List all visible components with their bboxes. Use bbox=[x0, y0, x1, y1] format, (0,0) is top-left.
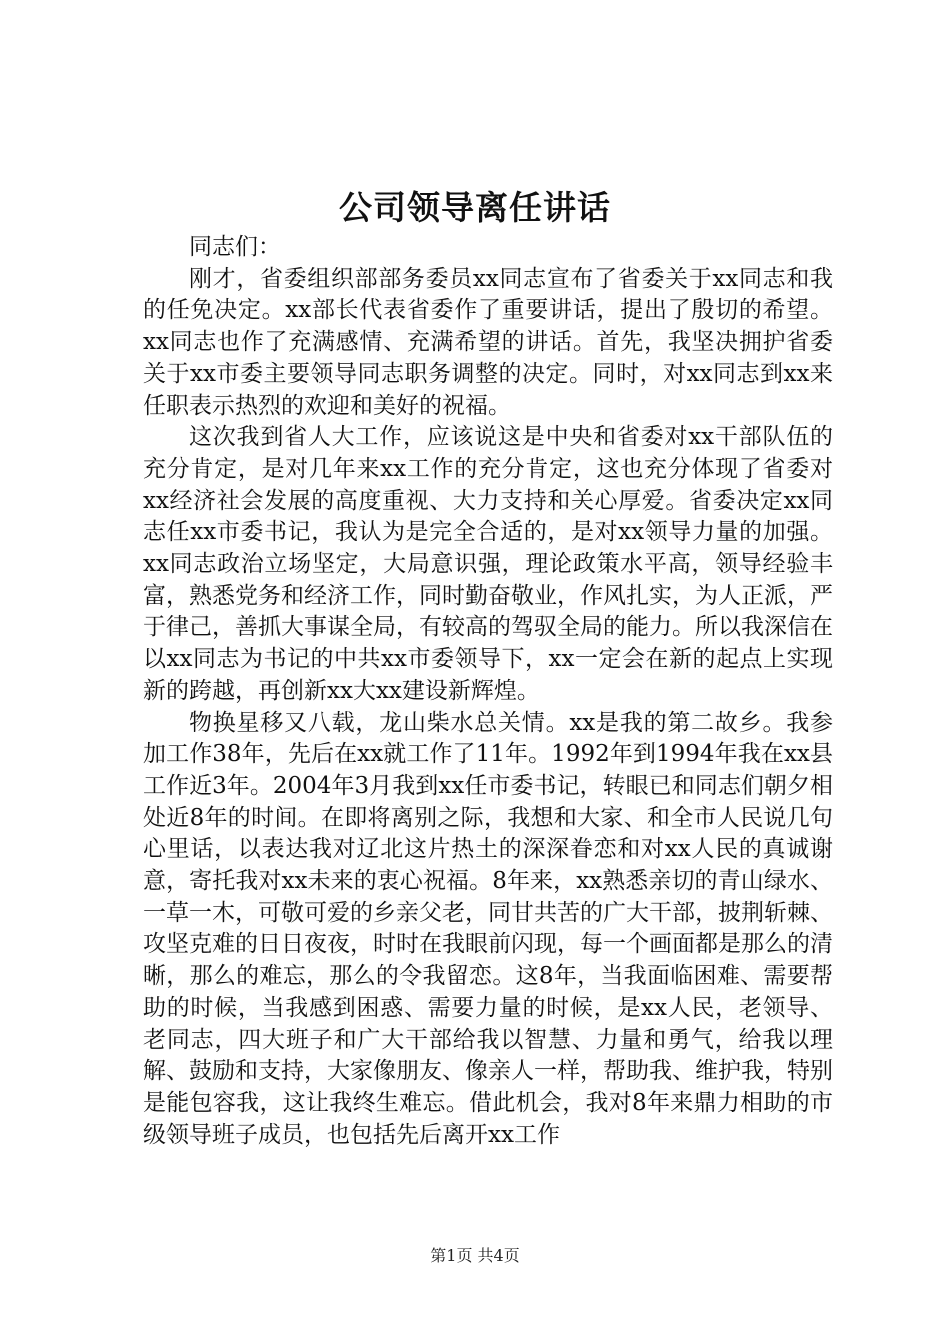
document-body bbox=[143, 232, 833, 1151]
paragraph-2: 这次我到省人大工作，应该说这是中央和省委对xx干部队伍的充分肯定，是对几年来xx工作的充分肯定，这也充分体现了省委对xx经济社会发展的高度重视、大力支持和关心厚爱。省委决定xx同志任xx市委书记，我认为是完全合适的，是对xx领导力量的加强。xx同志政治立场坚定，大局意识强，理论政策水平高，领导经验丰富，熟悉党务和经济工作，同时勤奋敬业，作风扎实，为人正派，严于律己，善抓大事谋全局，有较高的驾驭全局的能力。所以我深信在以xx同志为书记的中共xx市委领导下，xx一定会在新的起点上实现新的跨越，再创新xx大xx建设新辉煌。 bbox=[143, 424, 833, 704]
paragraph-3: 物换星移又八载，龙山柴水总关情。xx是我的第二故乡。我参加工作38年，先后在xx就工作了11年。1992年到1994年我在xx县工作近3年。2004年3月我到xx任市委书记，转眼已和同志们朝夕相处近8年的时间。在即将离别之际，我想和大家、和全市人民说几句心里话，以表达我对辽北这片热土的深深眷恋和对xx人民的真诚谢意，寄托我对xx未来的衷心祝福。8年来，xx熟悉亲切的青山绿水、一草一木，可敬可爱的乡亲父老，同甘共苦的广大干部，披荆斩棘、攻坚克难的日日夜夜，时时在我眼前闪现，每一个画面都是那么的清晰，那么的难忘，那么的令我留恋。这8年，当我面临困难、需要帮助的时候，当我感到困惑、需要力量的时候，是xx人民，老领导、老同志，四大班子和广大干部给我以智慧、力量和勇气，给我以理解、鼓励和支持，大家像朋友、像亲人一样，帮助我、维护我，特别是能包容我，这让我终生难忘。借此机会，我对8年来鼎力相助的市级领导班子成员，也包括先后离开xx工作 bbox=[143, 709, 833, 1148]
document-title: 公司领导离任讲话 bbox=[339, 188, 611, 227]
paragraph-1: 刚才，省委组织部部务委员xx同志宣布了省委关于xx同志和我的任免决定。xx部长代表省委作了重要讲话，提出了殷切的希望。xx同志也作了充满感情、充满希望的讲话。首先，我坚决拥护省委关于xx市委主要领导同志职务调整的决定。同时，对xx同志到xx来任职表示热烈的欢迎和美好的祝福。 bbox=[143, 265, 833, 419]
greeting: 同志们： bbox=[189, 234, 281, 260]
page-footer: 第1页 共4页 bbox=[430, 1246, 520, 1265]
